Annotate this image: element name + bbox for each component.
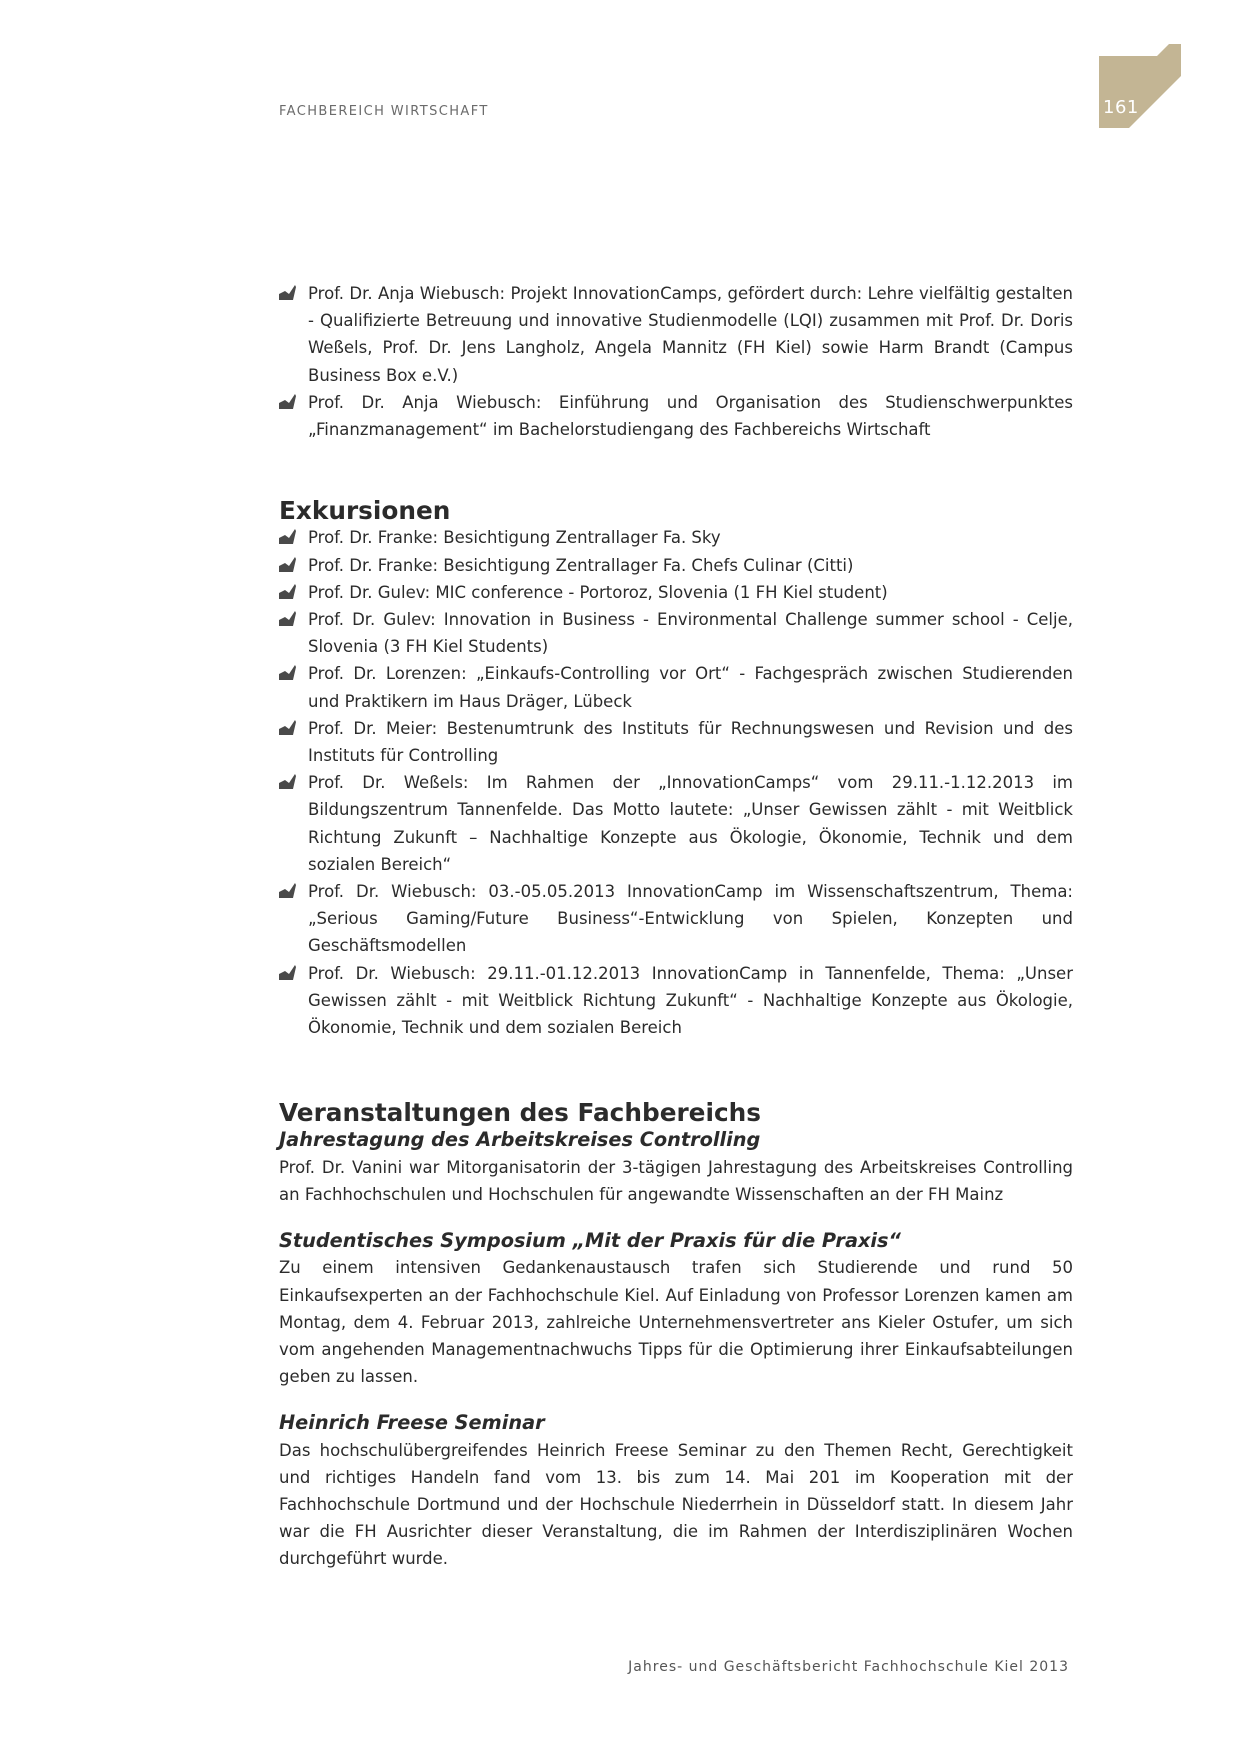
event-title: Studentisches Symposium „Mit der Praxis für die Praxis“ <box>279 1229 901 1253</box>
list-item-text: Prof. Dr. Weßels: Im Rahmen der „InnovationCamps“ vom 29.11.-1.12.2013 im Bildungszentrum Tannenfelde. Das Motto lautete: „Unser Gewissen zählt - mit Weitblick Richtung Zukunft – Nachhaltige Konzepte aus Ökologie, Ökonomie, Technik und dem sozialen Bereich“ <box>308 773 1073 874</box>
list-item <box>279 389 1073 443</box>
list-item <box>279 524 1073 551</box>
intro-list <box>279 280 1073 443</box>
event-body: Zu einem intensiven Gedankenaustausch trafen sich Studierende und rund 50 Einkaufsexperten an der Fachhochschule Kiel. Auf Einladung von Professor Lorenzen kamen am Montag, dem 4. Februar 2013, zahlreiche Unternehmensvertreter ans Kieler Ostufer, um sich vom angehenden Managementnachwuchs Tipps für die Optimierung ihrer Einkaufsabteilungen geben zu lassen. <box>279 1258 1073 1387</box>
check-arrow-icon <box>279 883 296 898</box>
list-item-text: Prof. Dr. Wiebusch: 29.11.-01.12.2013 InnovationCamp in Tannenfelde, Thema: „Unser Gewissen zählt - mit Weitblick Richtung Zukunft“ - Nachhaltige Konzepte aus Ökologie, Ökonomie, Technik und dem sozialen Bereich <box>308 963 1073 1038</box>
page-number: 161 <box>1103 97 1139 118</box>
check-arrow-icon <box>279 394 296 409</box>
list-item-text: Prof. Dr. Gulev: MIC conference - Portoroz, Slovenia (1 FH Kiel student) <box>308 582 888 602</box>
check-arrow-icon <box>279 774 296 789</box>
check-arrow-icon <box>279 611 296 626</box>
events-heading: Veranstaltungen des Fachbereichs <box>279 1098 761 1128</box>
excursions-list <box>279 524 1073 1041</box>
list-item-text: Prof. Dr. Wiebusch: 03.-05.05.2013 InnovationCamp im Wissenschaftszentrum, Thema: „Serious Gaming/Future Business“-Entwicklung von Spielen, Konzepten und Geschäftsmodellen <box>308 882 1073 956</box>
event-body: Das hochschulübergreifendes Heinrich Freese Seminar zu den Themen Recht, Gerechtigkeit und richtiges Handeln fand vom 13. bis zum 14. Mai 201 im Kooperation mit der Fachhochschule Dortmund und der Hochschule Niederrhein in Düsseldorf statt. In diesem Jahr war die FH Ausrichter dieser Veranstaltung, die im Rahmen der Interdisziplinären Wochen durchgeführt wurde. <box>279 1440 1073 1569</box>
list-item-text: Prof. Dr. Franke: Besichtigung Zentrallager Fa. Chefs Culinar (Citti) <box>308 555 854 575</box>
page-content <box>279 280 1073 1573</box>
list-item-text: Prof. Dr. Meier: Bestenumtrunk des Instituts für Rechnungswesen und Revision und des Instituts für Controlling <box>308 718 1073 766</box>
check-arrow-icon <box>279 665 296 680</box>
list-item-text: Prof. Dr. Lorenzen: „Einkaufs-Controlling vor Ort“ - Fachgespräch zwischen Studierenden und Praktikern im Haus Dräger, Lübeck <box>308 664 1073 711</box>
list-item <box>279 606 1073 660</box>
list-item-text: Prof. Dr. Anja Wiebusch: Einführung und Organisation des Studienschwerpunktes „Finanzmanagement“ im Bachelorstudiengang des Fachbereichs Wirtschaft <box>308 392 1073 440</box>
list-item <box>279 715 1073 769</box>
excursions-heading: Exkursionen <box>279 496 451 526</box>
section-label: FACHBEREICH WIRTSCHAFT <box>279 104 489 119</box>
event-title: Jahrestagung des Arbeitskreises Controlling <box>279 1128 761 1152</box>
list-item <box>279 878 1073 960</box>
check-arrow-icon <box>279 529 296 544</box>
list-item-text: Prof. Dr. Gulev: Innovation in Business - Environmental Challenge summer school - Celje, Slovenia (3 FH Kiel Students) <box>308 610 1073 657</box>
list-item <box>279 280 1073 389</box>
event-title: Heinrich Freese Seminar <box>279 1411 545 1435</box>
check-arrow-icon <box>279 584 296 599</box>
list-item <box>279 579 1073 606</box>
event-body: Prof. Dr. Vanini war Mitorganisatorin der 3-tägigen Jahrestagung des Arbeitskreises Controlling an Fachhochschulen und Hochschulen für angewandte Wissenschaften an der FH Mainz <box>279 1157 1073 1204</box>
list-item-text: Prof. Dr. Franke: Besichtigung Zentrallager Fa. Sky <box>308 528 721 548</box>
check-arrow-icon <box>279 557 296 572</box>
check-arrow-icon <box>279 965 296 980</box>
list-item <box>279 960 1073 1042</box>
list-item <box>279 552 1073 579</box>
check-arrow-icon <box>279 720 296 735</box>
list-item <box>279 769 1073 878</box>
list-item-text: Prof. Dr. Anja Wiebusch: Projekt InnovationCamps, gefördert durch: Lehre vielfältig gestalten - Qualifizierte Betreuung und innovative Studienmodelle (LQI) zusammen mit Prof. Dr. Doris Weßels, Prof. Dr. Jens Langholz, Angela Mannitz (FH Kiel) sowie Harm Brandt (Campus Business Box e.V.) <box>308 284 1073 385</box>
page-footer: Jahres- und Geschäftsbericht Fachhochschule Kiel 2013 <box>628 1659 1069 1675</box>
check-arrow-icon <box>279 285 296 300</box>
list-item <box>279 660 1073 714</box>
